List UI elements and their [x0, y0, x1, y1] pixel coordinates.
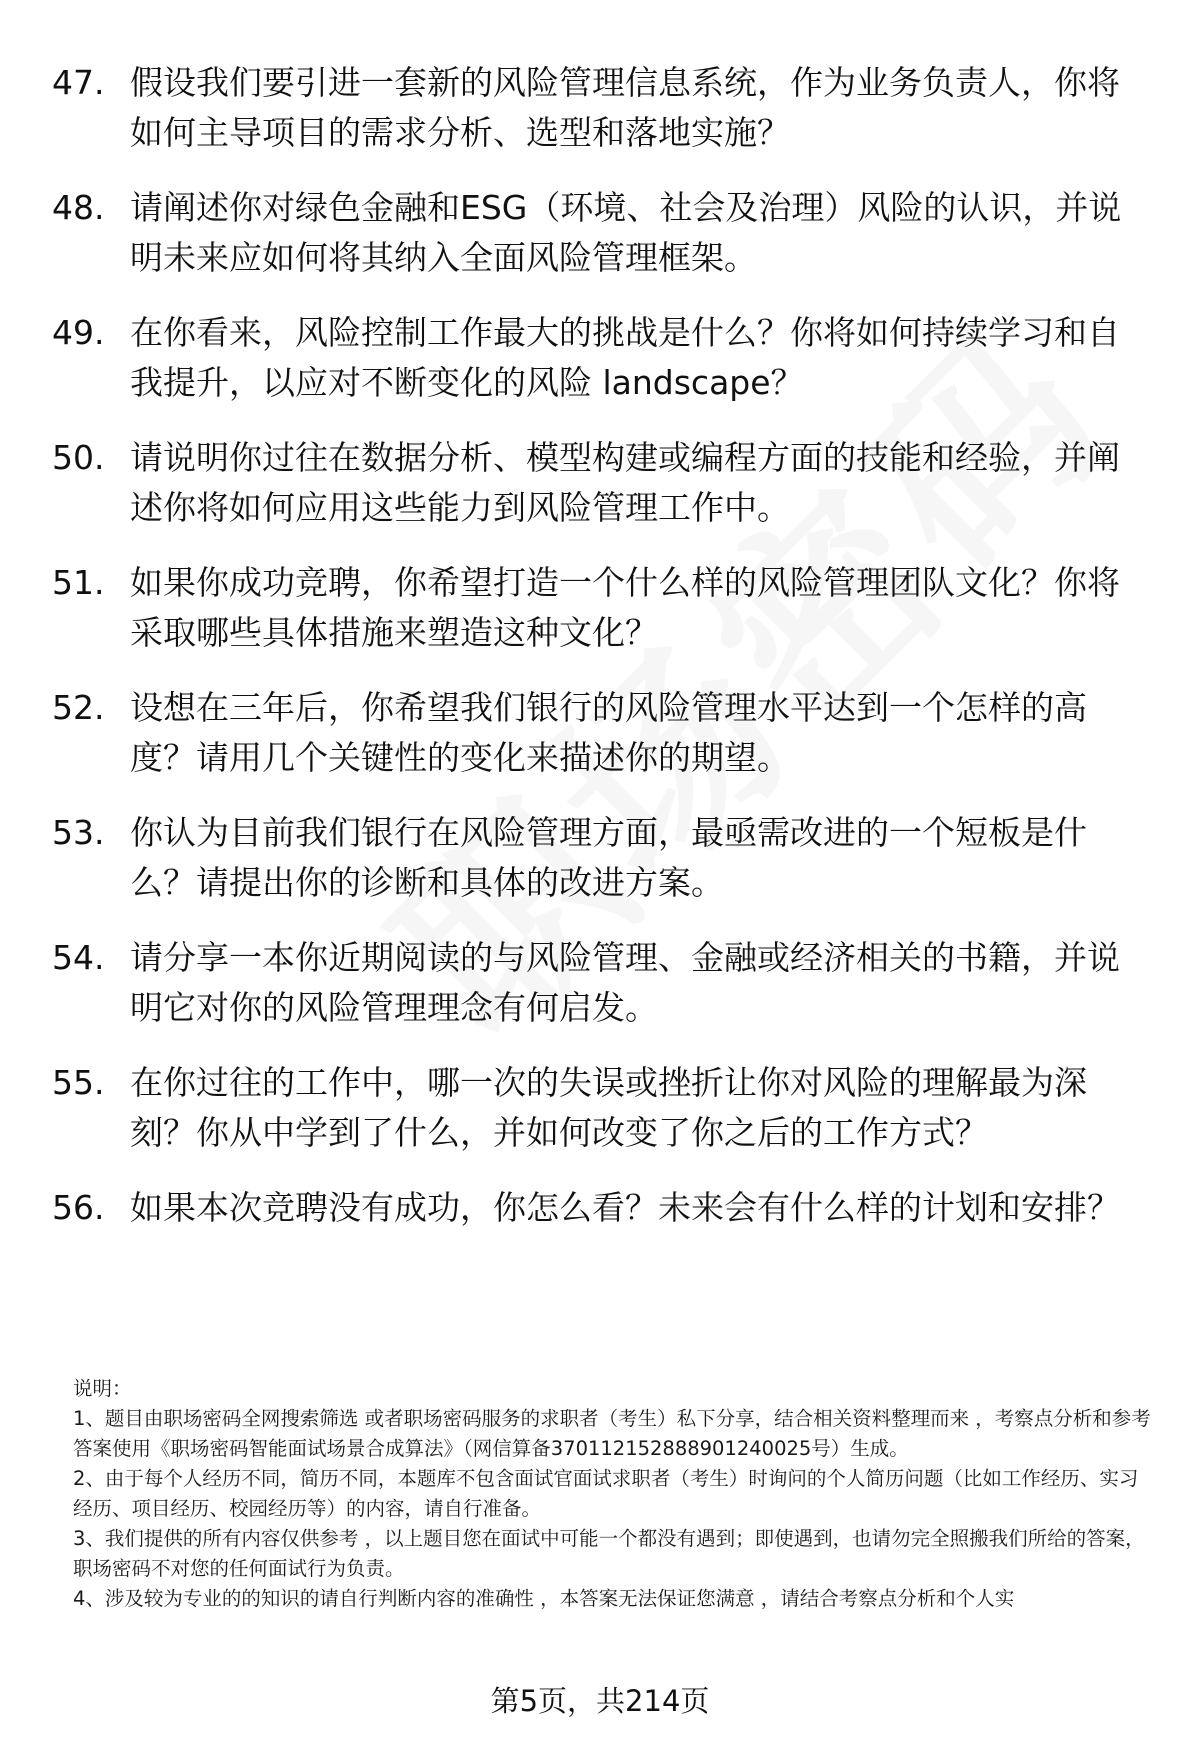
question-text: 设想在三年后，你希望我们银行的风险管理水平达到一个怎样的高度？请用几个关键性的变化来描述你的期望。 — [130, 688, 1087, 777]
question-item — [52, 58, 1152, 158]
question-number: 47. — [52, 63, 105, 102]
note-item: 1、题目由职场密码全网搜索筛选 或者职场密码服务的求职者（考生）私下分享，结合相关资料整理而来 ，考察点分析和参考答案使用《职场密码智能面试场景合成算法》（网信算备370112152888901240025号）生成。 — [73, 1407, 1151, 1460]
question-number: 51. — [52, 563, 105, 602]
page-number: 第5页，共214页 — [490, 1684, 710, 1718]
question-text: 请说明你过往在数据分析、模型构建或编程方面的技能和经验，并阐述你将如何应用这些能力到风险管理工作中。 — [130, 438, 1120, 527]
question-text: 你认为目前我们银行在风险管理方面，最亟需改进的一个短板是什么？请提出你的诊断和具体的改进方案。 — [130, 813, 1087, 902]
question-number: 52. — [52, 688, 105, 727]
question-text: 在你看来，风险控制工作最大的挑战是什么？你将如何持续学习和自我提升，以应对不断变化的风险 landscape？ — [130, 313, 1120, 402]
question-item — [52, 683, 1152, 783]
question-item — [52, 1058, 1152, 1158]
question-number: 49. — [52, 313, 105, 352]
question-text: 在你过往的工作中，哪一次的失误或挫折让你对风险的理解最为深刻？你从中学到了什么，并如何改变了你之后的工作方式？ — [130, 1063, 1087, 1152]
question-number: 50. — [52, 438, 105, 477]
note-item: 2、由于每个人经历不同，简历不同，本题库不包含面试官面试求职者（考生）时询问的个人简历问题（比如工作经历、实习经历、项目经历、校园经历等）的内容，请自行准备。 — [73, 1467, 1139, 1520]
note-item: 4、涉及较为专业的的知识的请自行判断内容的准确性 ，本答案无法保证您满意 ，请结合考察点分析和个人实 — [73, 1587, 1015, 1610]
question-number: 56. — [52, 1188, 105, 1227]
question-text: 假设我们要引进一套新的风险管理信息系统，作为业务负责人，你将如何主导项目的需求分析、选型和落地实施？ — [130, 63, 1120, 152]
question-item — [52, 183, 1152, 283]
question-item — [52, 808, 1152, 908]
question-item — [52, 933, 1152, 1033]
note-item: 3、我们提供的所有内容仅供参考 ，以上题目您在面试中可能一个都没有遇到；即使遇到，也请勿完全照搬我们所给的答案，职场密码不对您的任何面试行为负责。 — [73, 1527, 1145, 1580]
question-item — [52, 308, 1152, 408]
question-number: 48. — [52, 188, 105, 227]
notes-title: 说明： — [73, 1377, 132, 1400]
question-text: 请分享一本你近期阅读的与风险管理、金融或经济相关的书籍，并说明它对你的风险管理理念有何启发。 — [130, 938, 1120, 1027]
question-number: 55. — [52, 1063, 105, 1102]
question-item — [52, 1183, 1152, 1233]
question-text: 如果你成功竞聘，你希望打造一个什么样的风险管理团队文化？你将采取哪些具体措施来塑造这种文化？ — [130, 563, 1120, 652]
question-text: 请阐述你对绿色金融和ESG（环境、社会及治理）风险的认识，并说明未来应如何将其纳入全面风险管理框架。 — [130, 188, 1122, 277]
question-item — [52, 433, 1152, 533]
question-item — [52, 558, 1152, 658]
question-list — [52, 58, 1152, 1258]
question-number: 54. — [52, 938, 105, 977]
question-text: 如果本次竞聘没有成功，你怎么看？未来会有什么样的计划和安排？ — [130, 1188, 1120, 1227]
question-number: 53. — [52, 813, 105, 852]
notes-section — [73, 1374, 1153, 1614]
